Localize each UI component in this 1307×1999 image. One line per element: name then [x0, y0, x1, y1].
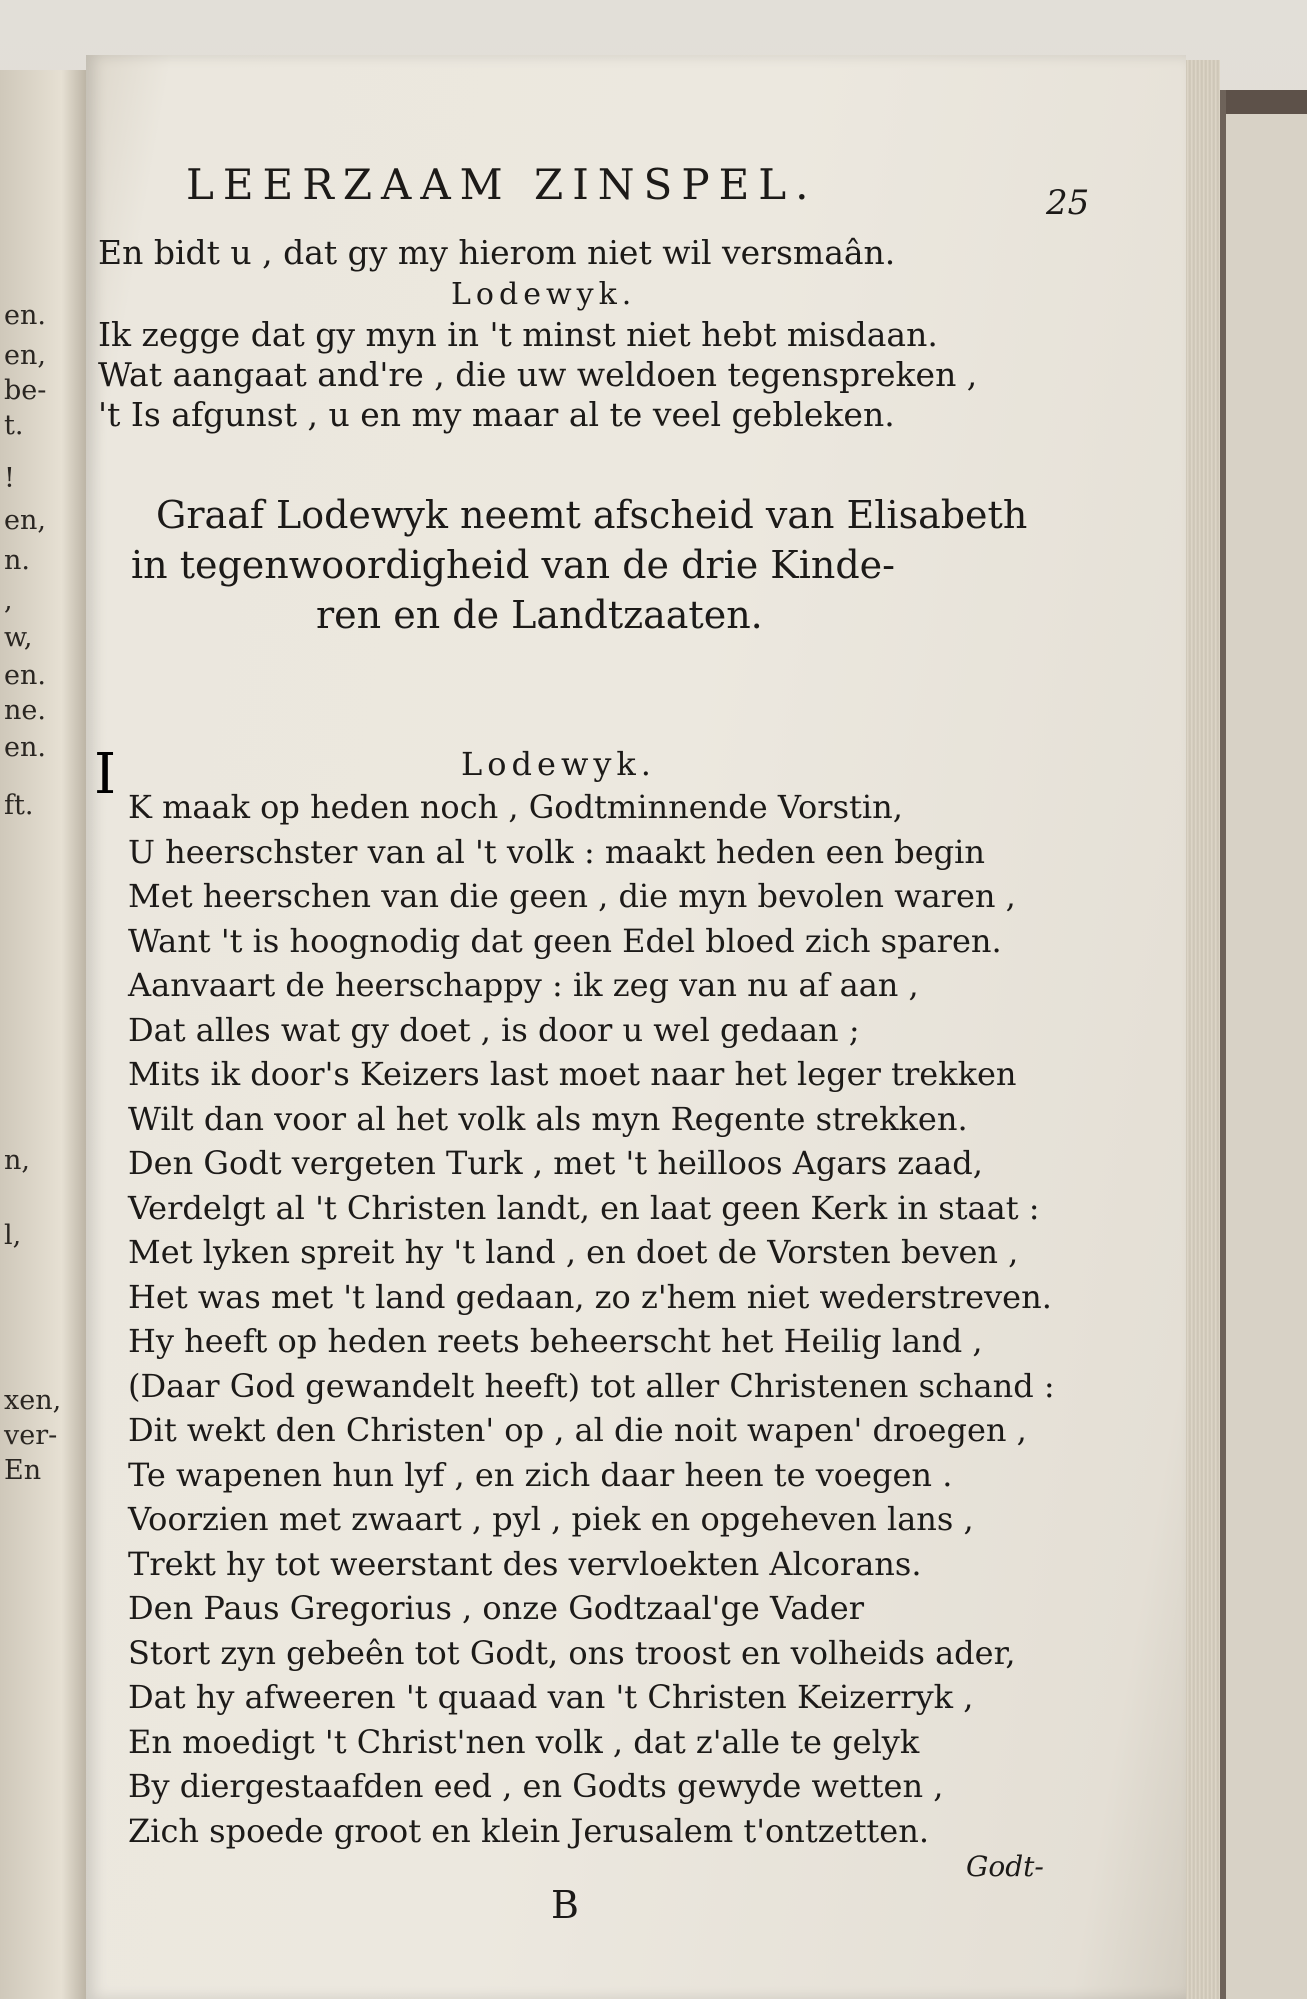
- verse-line: (Daar God gewandelt heeft) tot aller Christenen schand :: [128, 1366, 1055, 1405]
- verse-line: U heerschster van al 't volk : maakt heden een begin: [128, 832, 985, 871]
- stage-direction-line: in tegenwoordigheid van de drie Kinde-: [131, 543, 895, 587]
- verso-page-edge: [0, 70, 88, 1999]
- verso-text-fragment: n,: [4, 1145, 30, 1176]
- verso-text-fragment: en.: [4, 732, 46, 763]
- page-number: 25: [1046, 183, 1090, 223]
- verso-text-fragment: !: [4, 463, 15, 494]
- verse-line: Stort zyn gebeên tot Godt, ons troost en volheids ader,: [128, 1633, 1016, 1672]
- drop-cap: I: [94, 742, 117, 807]
- verse-line: K maak op heden noch , Godtminnende Vorstin,: [128, 788, 903, 826]
- verse-line: Met heerschen van die geen , die myn bevolen waren ,: [128, 877, 1016, 915]
- verso-text-fragment: en.: [4, 660, 46, 691]
- verso-text-fragment: ne.: [4, 695, 46, 726]
- verse-line: Aanvaart de heerschappy : ik zeg van nu af aan ,: [128, 966, 919, 1004]
- running-title: LEERZAAM ZINSPEL.: [186, 160, 818, 209]
- stage-direction-line: ren en de Landtzaaten.: [316, 593, 763, 637]
- verse-line: Dat hy afweeren 't quaad van 't Christen Keizerryk ,: [128, 1678, 974, 1716]
- verso-text-fragment: en.: [4, 300, 46, 331]
- verso-text-fragment: t.: [4, 410, 24, 441]
- verso-text-fragment: l,: [4, 1220, 22, 1251]
- speaker-heading-1: Lodewyk.: [451, 277, 637, 312]
- verso-text-fragment: ver-: [4, 1420, 58, 1451]
- book-cover-board: [1220, 90, 1307, 1999]
- verse-line: Zich spoede groot en klein Jerusalem t'ontzetten.: [128, 1811, 929, 1850]
- verse-line: Hy heeft op heden reets beheerscht het Heilig land ,: [128, 1322, 983, 1360]
- verso-text-fragment: En: [4, 1455, 42, 1486]
- verse-line: Ik zegge dat gy myn in 't minst niet hebt misdaan.: [98, 315, 938, 354]
- signature-mark: B: [551, 1883, 579, 1927]
- verse-line: Wilt dan voor al het volk als myn Regente strekken.: [128, 1099, 968, 1138]
- stage-direction-line: Graaf Lodewyk neemt afscheid van Elisabeth: [156, 493, 1028, 537]
- verso-text-fragment: ,: [4, 585, 13, 616]
- verse-line: By diergestaafden eed , en Godts gewyde wetten ,: [128, 1767, 944, 1805]
- verse-line: Den Paus Gregorius , onze Godtzaal'ge Vader: [128, 1589, 864, 1627]
- verse-line: Het was met 't land gedaan, zo z'hem niet wederstreven.: [128, 1277, 1052, 1316]
- verso-text-fragment: w,: [4, 622, 33, 653]
- speaker-heading-2: Lodewyk.: [461, 745, 656, 783]
- verse-line: Trekt hy tot weerstant des vervloekten Alcorans.: [128, 1544, 922, 1583]
- opening-line: En bidt u , dat gy my hierom niet wil versmaân.: [98, 233, 896, 272]
- verse-line: Wat aangaat and're , die uw weldoen tegenspreken ,: [98, 355, 978, 394]
- verse-line: Mits ik door's Keizers last moet naar het leger trekken: [128, 1055, 1017, 1093]
- verse-line: En moedigt 't Christ'nen volk , dat z'alle te gelyk: [128, 1722, 920, 1761]
- verse-line: Dit wekt den Christen' op , al die noit wapen' droegen ,: [128, 1411, 1027, 1449]
- verse-line: Verdelgt al 't Christen landt, en laat geen Kerk in staat :: [128, 1188, 1040, 1227]
- verse-line: 't Is afgunst , u en my maar al te veel gebleken.: [98, 395, 895, 434]
- catchword: Godt-: [966, 1850, 1044, 1883]
- verso-text-fragment: xen,: [4, 1385, 62, 1416]
- verse-line: Voorzien met zwaart , pyl , piek en opgeheven lans ,: [128, 1500, 974, 1538]
- verso-text-fragment: en,: [4, 505, 46, 536]
- verso-text-fragment: ft.: [4, 790, 34, 821]
- page-block-edge: [1180, 60, 1220, 1999]
- verse-line: Te wapenen hun lyf , en zich daar heen te voegen .: [128, 1455, 953, 1494]
- verse-line: Met lyken spreit hy 't land , en doet de Vorsten beven ,: [128, 1233, 1019, 1271]
- verse-line: Dat alles wat gy doet , is door u wel gedaan ;: [128, 1010, 860, 1049]
- verse-line: Den Godt vergeten Turk , met 't heilloos Agars zaad,: [128, 1144, 983, 1182]
- verse-line: Want 't is hoognodig dat geen Edel bloed zich sparen.: [128, 921, 1002, 960]
- verso-text-fragment: en,: [4, 340, 46, 371]
- verso-text-fragment: n.: [4, 545, 30, 576]
- verso-text-fragment: be-: [4, 375, 47, 406]
- recto-page: [86, 55, 1186, 1999]
